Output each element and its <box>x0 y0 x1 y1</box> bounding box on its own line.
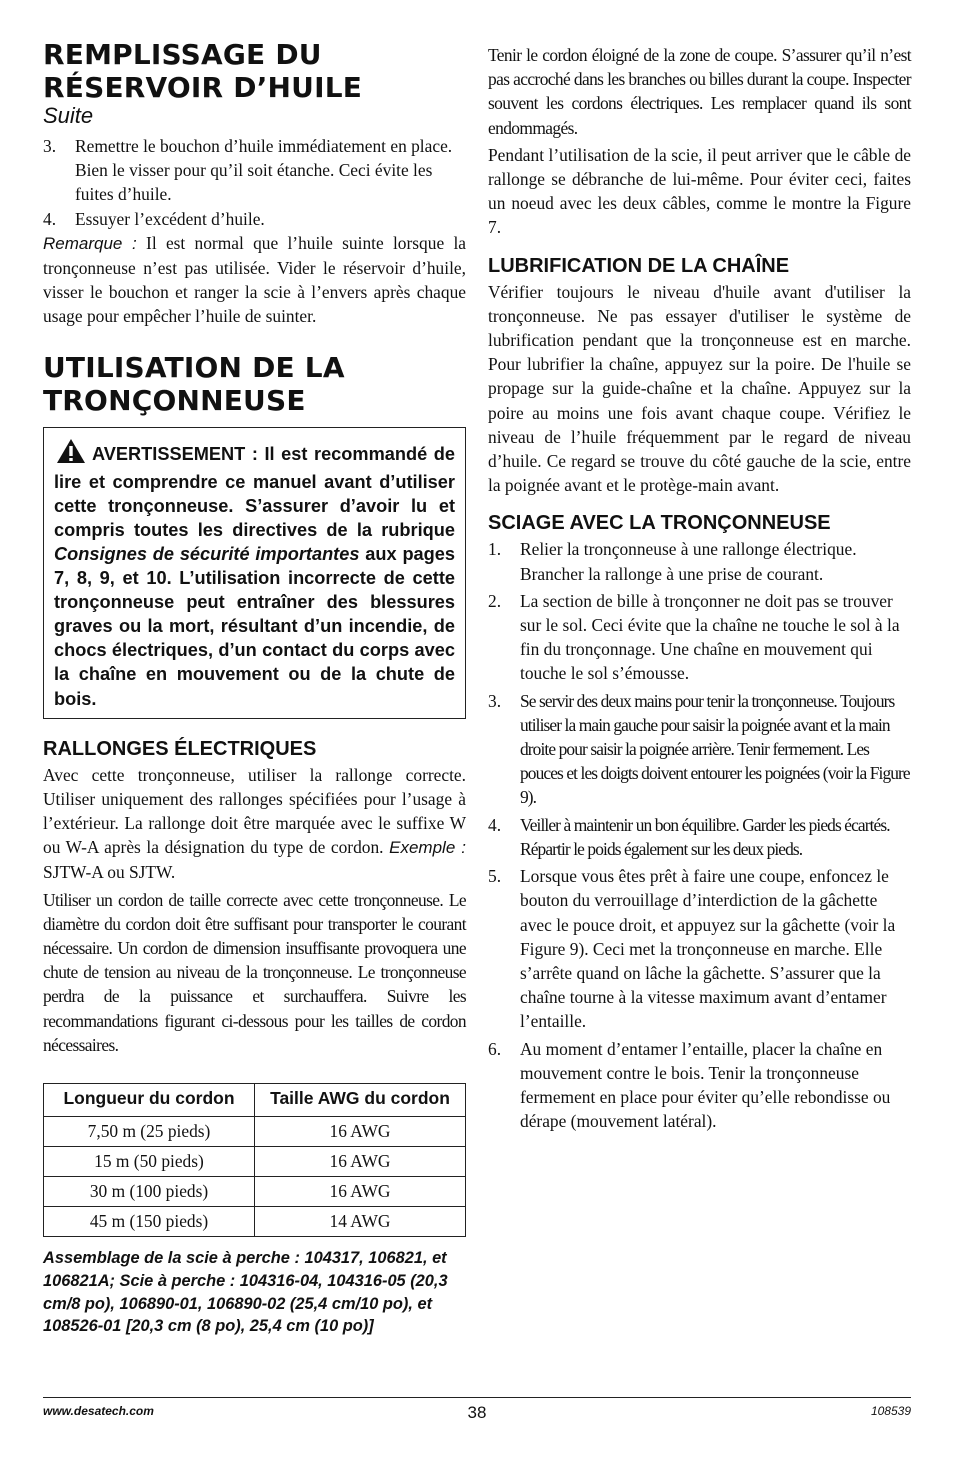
cord-paragraph-2: Pendant l’utilisation de la scie, il peut arriver que le câble de rallonge se débranche de lui-même. Pour éviter ceci, faites un noeud avec les deux câbles, comme le montre la Figure 7. <box>488 144 911 238</box>
footer-divider <box>43 1397 911 1398</box>
list-item: 4. Veiller à maintenir un bon équilibre. Garder les pieds écartés. Répartir le poids également sur les deux pieds. <box>488 814 890 859</box>
page-number: 38 <box>467 1403 487 1422</box>
table-row: 15 m (50 pieds) 16 AWG <box>44 1147 466 1177</box>
section-heading-sawing: SCIAGE AVEC LA TRONÇONNEUSE <box>488 512 831 535</box>
warning-box <box>43 427 466 719</box>
oil-steps-list <box>43 134 466 231</box>
table-row: 30 m (100 pieds) 16 AWG <box>44 1177 466 1207</box>
list-item: 3. Remettre le bouchon d’huile immédiatement en place. Bien le visser pour qu’il soit étanche. Ceci évite les fuites d’huile. <box>43 136 453 205</box>
section-heading-lubrication: LUBRIFICATION DE LA CHAÎNE <box>488 254 790 277</box>
list-item: 4. Essuyer l’excédent d’huile. <box>43 208 265 229</box>
section-subtitle-suite: Suite <box>43 103 94 128</box>
cord-paragraph-1: Tenir le cordon éloigné de la zone de coupe. S’assurer qu’il n’est pas accroché dans les branches ou billes durant la coupe. Inspecter souvent les cordons électriques. Les remplacer quand ils sont endommagés. <box>488 45 911 138</box>
ext-paragraph-1: Avec cette tronçonneuse, utiliser la rallonge correcte. Utiliser uniquement des rallonges spécifiées pour l’usage à l’extérieur. La rallonge doit être marquée avec le suffixe W ou W-A après la désignation du type de cordon. Exemple : SJTW-A ou SJTW. <box>43 764 466 883</box>
list-item: 5. Lorsque vous êtes prêt à faire une coupe, enfoncez le bouton du verrouillage d’interdiction de la gâchette avec le pouce droit, et appuyez sur la gâchette (voir la Figure 9). Ceci met la tronçonneuse en marche. Elle s’arrête quand on lâche la gâchette. S’assurer que la chaîne tourne à la vitesse maximum avant d’entamer l’entaille. <box>488 866 896 1032</box>
warning-text: AVERTISSEMENT : Il est recommandé de lire et comprendre ce manuel avant d’utiliser cette tronçonneuse. S’assurer d’avoir lu et compris toutes les directives de la rubrique Consignes de sécurité importantes aux pages 7, 8, 9, et 10. L’utilisation incorrecte de cette tronçonneuse peut entraîner des blessures graves ou la mort, résultant d’un incendie, de chocs électriques, d’un contact du corps avec la chaîne en mouvement ou de la chute de bois. <box>54 438 455 711</box>
footer-website-link[interactable]: www.desatech.com <box>43 1404 154 1418</box>
sawing-steps-list <box>488 537 911 1133</box>
cord-size-table <box>43 1083 466 1237</box>
list-item: 1. Relier la tronçonneuse à une rallonge électrique. Brancher la rallonge à une prise de courant. <box>488 539 857 584</box>
table-row: 45 m (150 pieds) 14 AWG <box>44 1207 466 1237</box>
section-title-chainsaw-use: UTILISATION DE LA TRONÇONNEUSE <box>43 350 345 417</box>
table-header: Taille AWG du cordon <box>255 1084 466 1117</box>
note-paragraph: Remarque : Il est normal que l’huile suinte lorsque la tronçonneuse n’est pas utilisée. Vider le réservoir d’huile, visser le bouchon et ranger la scie à l’envers après chaque usage pour empêcher l’huile de suinter. <box>43 232 466 327</box>
warning-triangle-icon <box>56 438 86 470</box>
section-title-oil-reservoir: REMPLISSAGE DU RÉSERVOIR D’HUILE <box>43 38 363 104</box>
table-row: 7,50 m (25 pieds) 16 AWG <box>44 1117 466 1147</box>
left-column <box>43 38 466 1338</box>
ext-paragraph-2: Utiliser un cordon de taille correcte avec cette tronçonneuse. Le diamètre du cordon doit être suffisant pour transporter le courant nécessaire. Un cordon de dimension insuffisante provoquera une chute de tension au niveau de la tronçonneuse. Le tronçonneuse perdra de la puissance et surchauffera. Suivre les recommandations figurant ci-dessous pour les tailles de cordon nécessaires. <box>43 889 466 1055</box>
right-column <box>488 43 911 1133</box>
note-label: Remarque : <box>43 233 137 253</box>
warning-reference: Consignes de sécurité importantes <box>54 544 360 564</box>
list-item: 3. Se servir des deux mains pour tenir la tronçonneuse. Toujours utiliser la main gauche pour saisir la poignée avant et la main droite pour saisir la poignée arrière. Tenir fermement. Les pouces et les doigts doivent entourer les poignées (voir la Figure 9). <box>488 690 910 808</box>
table-header: Longueur du cordon <box>44 1084 255 1117</box>
example-label: Exemple : <box>389 838 466 858</box>
document-code: 108539 <box>870 1404 911 1418</box>
list-item: 6. Au moment d’entamer l’entaille, placer la chaîne en mouvement contre le bois. Tenir la tronçonneuse fermement en place pour éviter qu’elle rebondisse ou dérape (mouvement latéral). <box>488 1038 891 1132</box>
lubrication-paragraph: Vérifier toujours le niveau d'huile avant d'utiliser la tronçonneuse. Ne pas essayer d'utiliser le système de lubrification pendant que la tronçonneuse est en marche. Pour lubrifier la chaîne, appuyez sur la poire. De l'huile se propage sur la guide-chaîne et la chaîne. Appuyez sur la poire au moins une fois avant chaque coupe. Vérifiez le niveau de l’huile fréquemment par le regard de niveau d’huile. Ce regard se trouve du côté gauche de la scie, entre la poignée avant et le protège-main avant. <box>488 281 911 496</box>
section-heading-extension-cords: RALLONGES ÉLECTRIQUES <box>43 737 317 760</box>
model-caption: Assemblage de la scie à perche : 104317, 106821, et 106821A; Scie à perche : 104316-04, 104316-05 (20,3 cm/8 po), 106890-01, 106890-02 (25,4 cm/10 po), et 108526-01 [20,3 cm (8 po), 25,4 cm (10 po)] <box>43 1249 448 1336</box>
list-item: 2. La section de bille à tronçonner ne doit pas se trouver sur le sol. Ceci évite que la chaîne ne touche le sol à la fin du tronçonnage. Une chaîne en mouvement qui touche le sol s’émousse. <box>488 590 900 684</box>
